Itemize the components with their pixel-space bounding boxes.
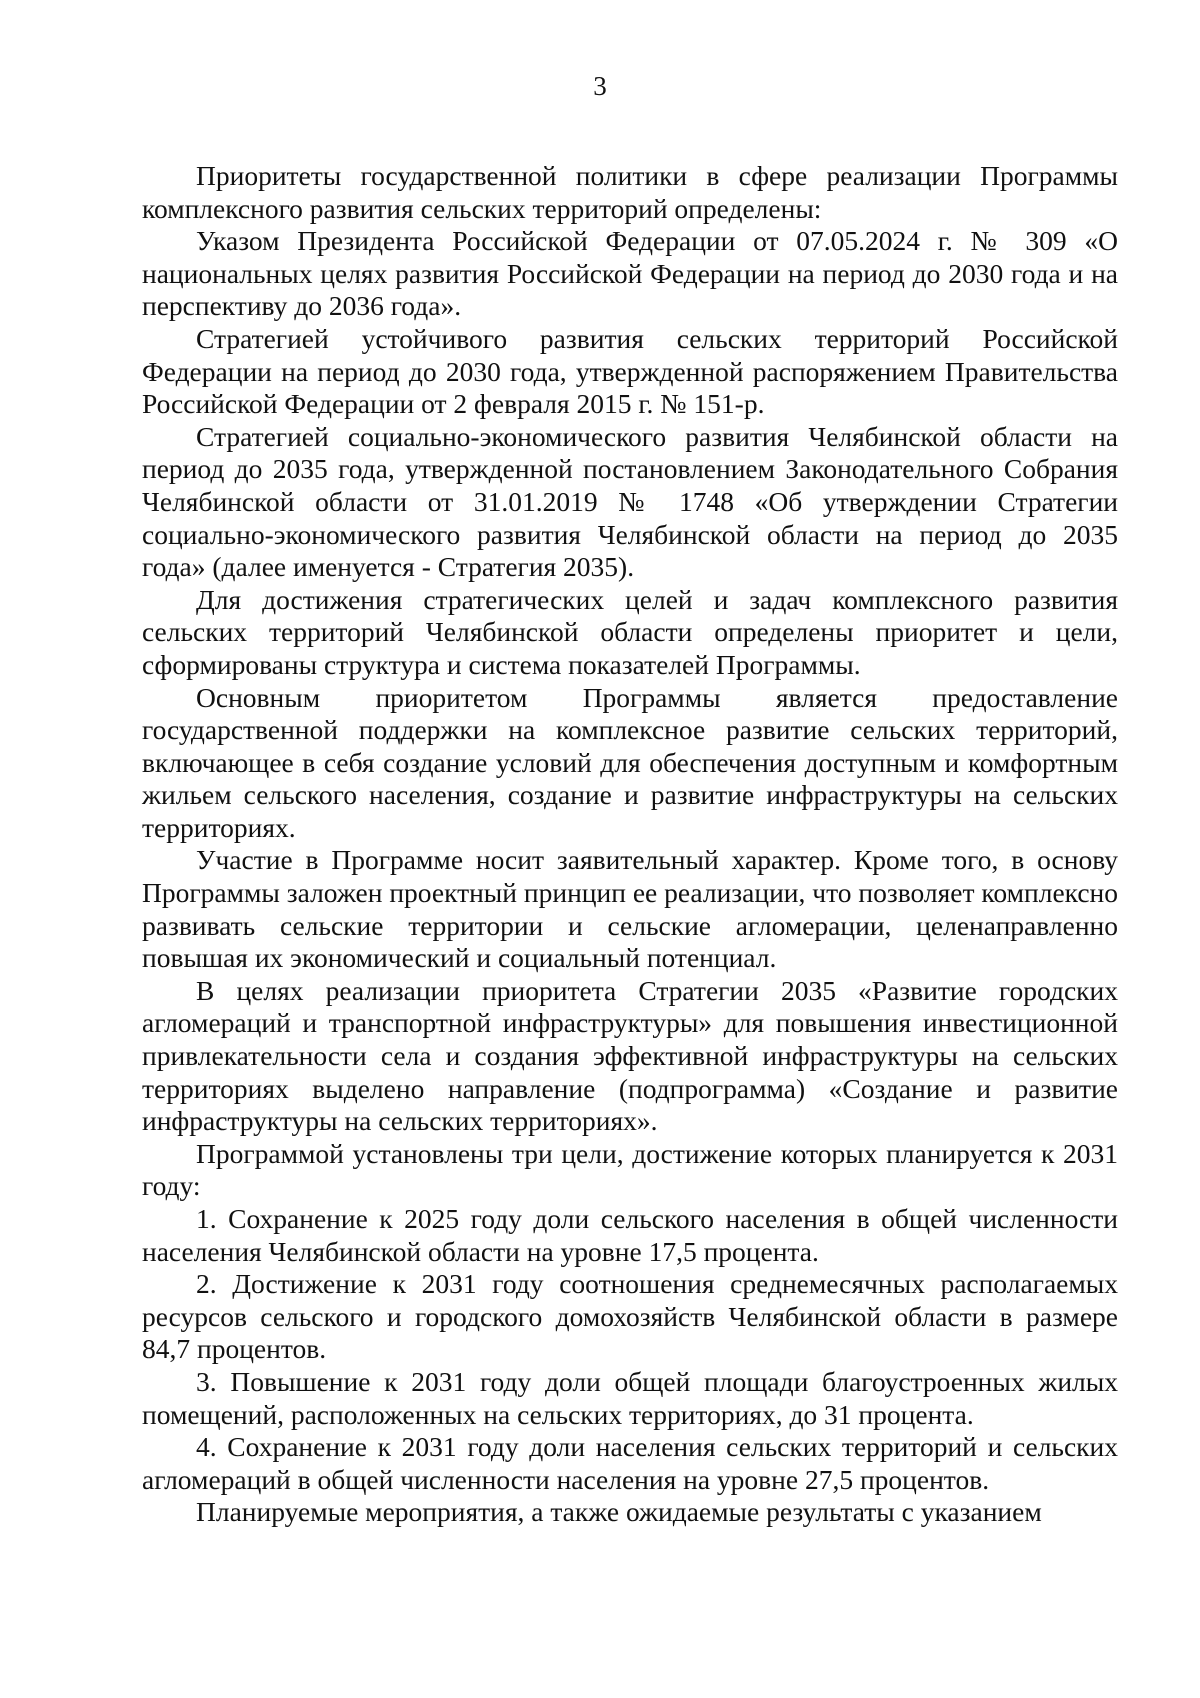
paragraph-participation: Участие в Программе носит заявительный характер. Кроме того, в основу Программы заложен проектный принцип ее реализации, что позволяет комплексно развивать сельские территории и сельские агломерации, целенаправленно повышая их экономический и социальный потенциал. [142,844,1118,974]
paragraph-strategic-goals: Для достижения стратегических целей и задач комплексного развития сельских территорий Челябинской области определены приоритет и цели, сформированы структура и система показателей Программы. [142,583,1118,680]
list-item-goal-2: 2. Достижение к 2031 году соотношения среднемесячных располагаемых ресурсов сельского и городского домохозяйств Челябинской области в размере 84,7 процентов. [142,1268,1118,1365]
paragraph-presidential-decree: Указом Президента Российской Федерации от 07.05.2024 г. № 309 «О национальных целях развития Российской Федерации на период до 2030 года и на перспективу до 2036 года». [142,225,1118,322]
paragraph-federal-strategy: Стратегией устойчивого развития сельских территорий Российской Федерации на период до 2030 года, утвержденной распоряжением Правительства Российской Федерации от 2 февраля 2015 г. № 151-р. [142,322,1118,420]
paragraph-priorities-intro: Приоритеты государственной политики в сфере реализации Программы комплексного развития сельских территорий определены: [142,160,1118,224]
document-body [142,160,1118,1529]
list-item-goal-1: 1. Сохранение к 2025 году доли сельского населения в общей численности населения Челябинской области на уровне 17,5 процента. [142,1203,1118,1267]
list-item-goal-4: 4. Сохранение к 2031 году доли населения сельских территорий и сельских агломераций в общей численности населения на уровне 27,5 процентов. [142,1431,1118,1495]
paragraph-three-goals: Программой установлены три цели, достижение которых планируется к 2031 году: [142,1137,1118,1202]
list-item-goal-3: 3. Повышение к 2031 году доли общей площади благоустроенных жилых помещений, расположенных на сельских территориях, до 31 процента. [142,1365,1118,1430]
paragraph-planned-measures: Планируемые мероприятия, а также ожидаемые результаты с указанием [196,1496,1042,1528]
paragraph-main-priority: Основным приоритетом Программы является предоставление государственной поддержки на комплексное развитие сельских территорий, включающее в себя создание условий для обеспечения доступным и комфортным жильем сельского населения, создание и развитие инфраструктуры на сельских территориях. [142,681,1118,843]
paragraph-regional-strategy: Стратегией социально-экономического развития Челябинской области на период до 2035 года, утвержденной постановлением Законодательного Собрания Челябинской области от 31.01.2019 № 1748 «Об утверждении Стратегии социально-экономического развития Челябинской области на период до 2035 года» (далее именуется - Стратегия 2035). [142,420,1118,583]
page-number: 3 [593,71,607,101]
paragraph-subprogram: В целях реализации приоритета Стратегии 2035 «Развитие городских агломераций и транспортной инфраструктуры» для повышения инвестиционной привлекательности села и создания эффективной инфраструктуры на сельских территориях выделено направление (подпрограмма) «Создание и развитие инфраструктуры на сельских территориях». [142,974,1118,1137]
